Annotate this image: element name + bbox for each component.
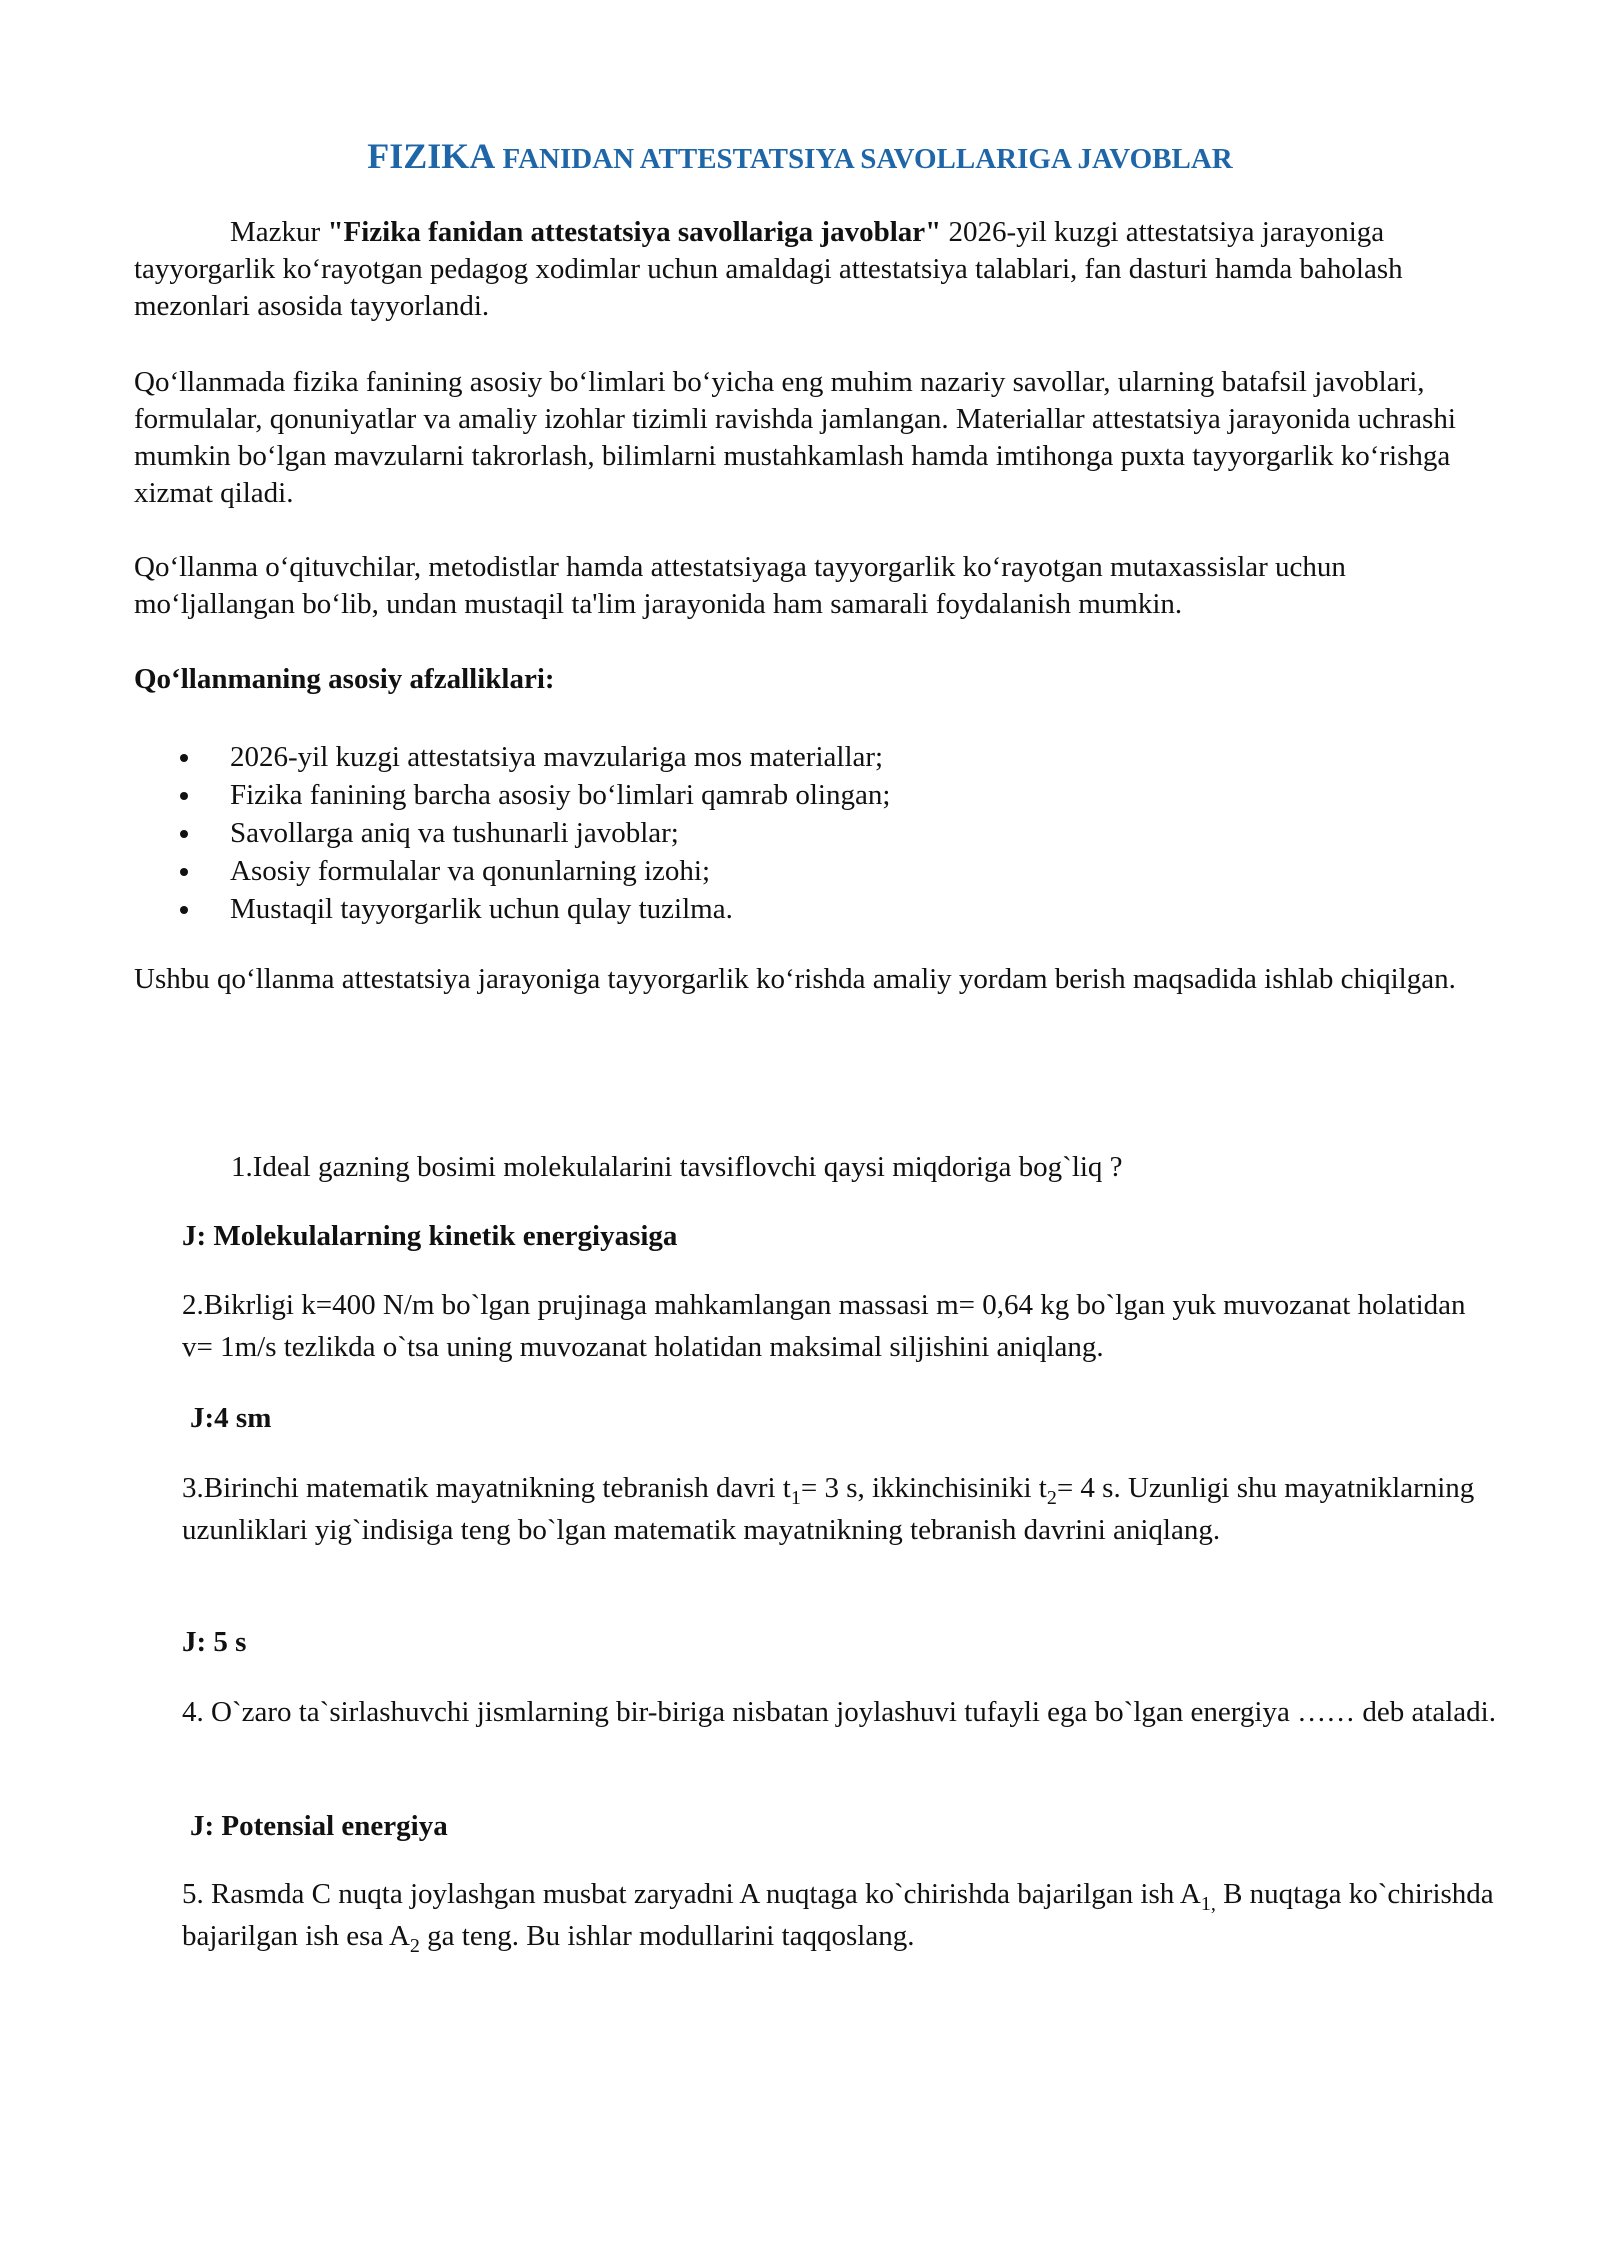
bullet-icon <box>180 754 188 762</box>
advantages-heading: Qoʻllanmaning asosiy afzalliklari: <box>134 663 555 695</box>
question-5-sub-b: 2 <box>409 1934 420 1957</box>
intro-prefix: Mazkur <box>230 216 328 248</box>
question-2: 2.Bikrligi k=400 N/m bo`lgan prujinaga mahkamlangan massasi m= 0,64 kg bo`lgan yuk muvozanat holatidan v= 1m/s tezlikda o`tsa uning muvozanat holatidan maksimal siljishini aniqlang. <box>182 1289 1466 1363</box>
question-5 <box>182 1873 1502 1957</box>
advantages-list <box>134 738 1494 928</box>
question-3 <box>182 1467 1502 1551</box>
audience-paragraph: Qoʻllanma oʻqituvchilar, metodistlar hamda attestatsiyaga tayyorgarlik koʻrayotgan mutaxassislar uchun moʻljallangan boʻlib, undan mustaqil ta'lim jarayonida ham samarali foydalanish mumkin. <box>134 551 1346 620</box>
bullet-icon <box>180 792 188 800</box>
bullet-icon <box>180 868 188 876</box>
document-title <box>0 134 1600 186</box>
list-item-text: Fizika fanining barcha asosiy boʻlimlari qamrab olingan; <box>230 779 891 811</box>
list-item <box>134 738 1494 776</box>
answer-3: J: 5 s <box>182 1626 247 1658</box>
question-3-sub-b: 2 <box>1046 1486 1057 1509</box>
answer-2: J:4 sm <box>190 1402 272 1434</box>
closing-paragraph: Ushbu qoʻllanma attestatsiya jarayoniga tayyorgarlik koʻrishda amaliy yordam berish maqsadida ishlab chiqilgan. <box>134 963 1456 995</box>
question-5-text-b: B nuqtaga ko`chirishda bajarilgan ish esa A <box>182 1878 1494 1952</box>
answer-4: J: Potensial energiya <box>190 1810 448 1842</box>
question-5-text-a: 5. Rasmda C nuqta joylashgan musbat zaryadni A nuqtaga ko`chirishda bajarilgan ish A <box>182 1878 1201 1910</box>
answer-1: J: Molekulalarning kinetik energiyasiga <box>182 1220 678 1252</box>
list-item <box>134 852 1494 890</box>
question-3-sub-a: 1 <box>790 1486 801 1509</box>
list-item <box>134 776 1494 814</box>
question-3-text-a: 3.Birinchi matematik mayatnikning tebranish davri t <box>182 1472 791 1504</box>
list-item <box>134 890 1494 928</box>
question-4: 4. O`zaro ta`sirlashuvchi jismlarning bir-biriga nisbatan joylashuvi tufayli ega bo`lgan energiya …… deb ataladi. <box>182 1696 1496 1728</box>
question-5-text-c: ga teng. Bu ishlar modullarini taqqoslang. <box>419 1920 915 1952</box>
intro-book-title: "Fizika fanidan attestatsiya savollariga javoblar" <box>327 216 942 248</box>
question-3-text-b: = 3 s, ikkinchisiniki t <box>800 1472 1047 1504</box>
intro-paragraph <box>134 214 1494 325</box>
title-rest: FANIDAN ATTESTATSIYA SAVOLLARIGA JAVOBLAR <box>495 143 1233 175</box>
bullet-icon <box>180 830 188 838</box>
list-item-text: Savollarga aniq va tushunarli javoblar; <box>230 817 679 849</box>
intro-suffix: 2026-yil kuzgi attestatsiya jarayoniga tayyorgarlik koʻrayotgan pedagog xodimlar uchun amaldagi attestatsiya talablari, fan dasturi hamda baholash mezonlari asosida tayyorlandi. <box>134 216 1403 322</box>
question-5-sub-a: 1, <box>1200 1892 1216 1915</box>
list-item-text: Asosiy formulalar va qonunlarning izohi; <box>230 855 711 887</box>
question-1: 1.Ideal gazning bosimi molekulalarini tavsiflovchi qaysi miqdoriga bog`liq ? <box>231 1151 1123 1183</box>
list-item-text: 2026-yil kuzgi attestatsiya mavzulariga mos materiallar; <box>230 741 884 773</box>
list-item-text: Mustaqil tayyorgarlik uchun qulay tuzilma. <box>230 893 733 925</box>
title-subject: FIZIKA <box>367 136 496 176</box>
bullet-icon <box>180 906 188 914</box>
overview-paragraph: Qoʻllanmada fizika fanining asosiy boʻlimlari boʻyicha eng muhim nazariy savollar, ularning batafsil javoblari, formulalar, qonuniyatlar va amaliy izohlar tizimli ravishda jamlangan. Materiallar attestatsiya jarayonida uchrashi mumkin boʻlgan mavzularni takrorlash, bilimlarni mustahkamlash hamda imtihonga puxta tayyorgarlik koʻrishga xizmat qiladi. <box>134 366 1456 509</box>
list-item <box>134 814 1494 852</box>
question-3-text-c: = 4 s. Uzunligi shu mayatniklarning uzunliklari yig`indisiga teng bo`lgan matematik mayatnikning tebranish davrini aniqlang. <box>182 1472 1475 1546</box>
